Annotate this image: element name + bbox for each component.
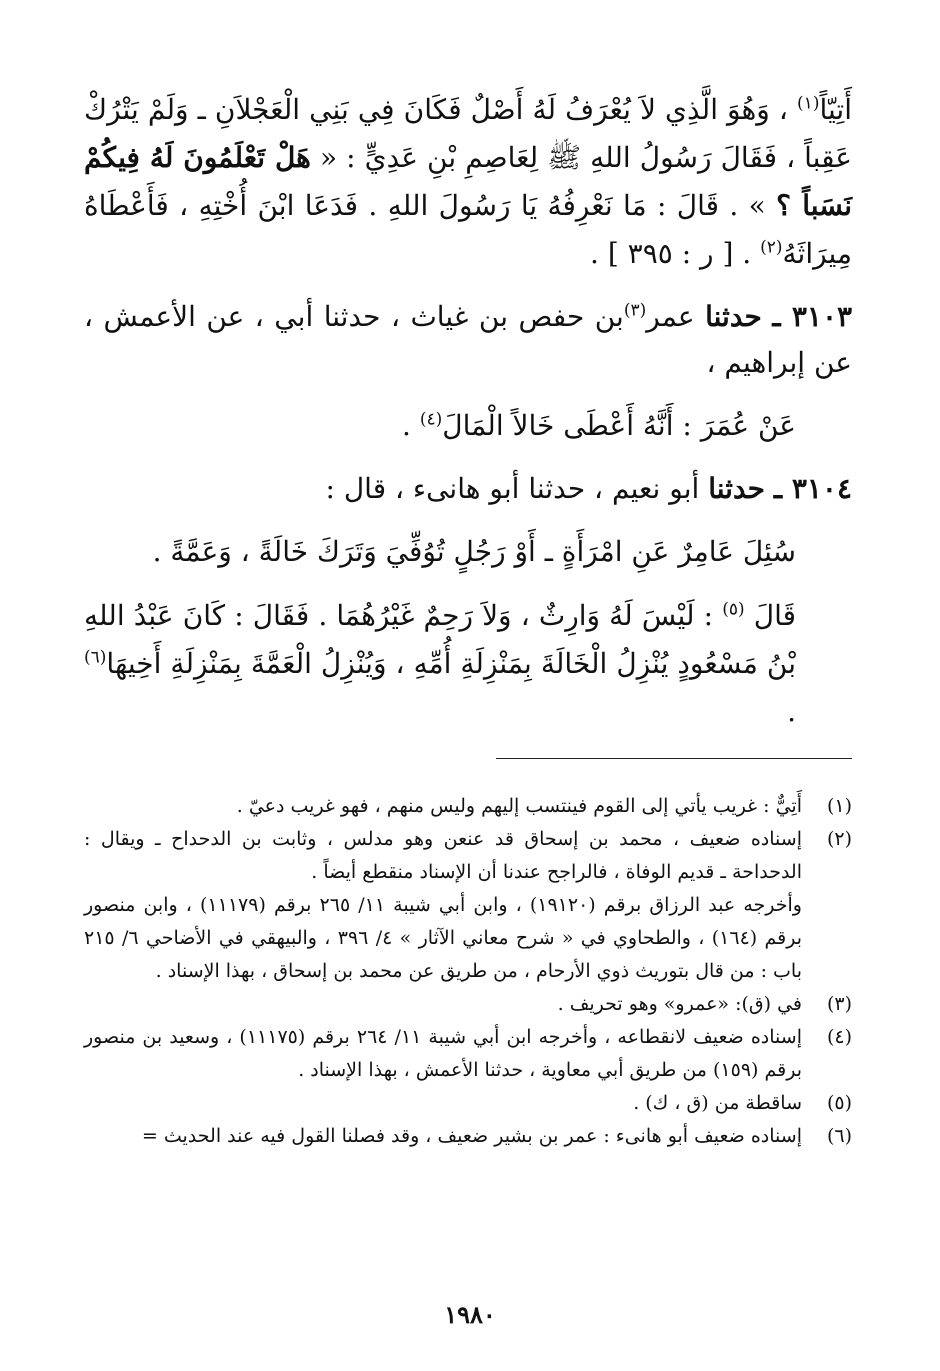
footnote-ref[interactable]: (١)	[797, 93, 820, 114]
footnote-ref[interactable]: (٤)	[419, 409, 443, 430]
footnote	[84, 1021, 852, 1087]
footnote	[84, 1087, 852, 1120]
footnote	[84, 790, 852, 823]
footnote	[84, 988, 852, 1021]
page-number: ١٩٨٠	[444, 1300, 496, 1329]
footnote-number: (٤)	[826, 1026, 852, 1048]
hadith-continuation	[84, 86, 852, 278]
footnote-body	[84, 1120, 802, 1153]
hadith-3104-matn-2	[84, 592, 852, 736]
text-segment: » . قَالَ : مَا نَعْرِفُهُ يَا رَسُولَ اللهِ . فَدَعَا ابْنَ أُخْتِهِ ، فَأَعْطَاهُ مِيرَاثَهُ	[84, 189, 852, 270]
footnote-ref[interactable]: (٦)	[84, 647, 107, 668]
text-segment: .	[787, 695, 796, 728]
footnote-number: (٦)	[826, 1125, 852, 1147]
matn-text: : لَيْسَ لَهُ وَارِثٌ ، وَلاَ رَحِمٌ غَيْرُهُمَا . فَقَالَ : كَانَ عَبْدُ اللهِ بْنُ مَسْعُودٍ يُنْزِلُ الْخَالَةَ بِمَنْزِلَةِ أُمِّهِ ، وَيُنْزِلُ الْعَمَّةَ بِمَنْزِلَةِ أَخِيهَا	[84, 599, 796, 680]
footnote-number: (٣)	[826, 993, 852, 1015]
footnote-divider	[496, 758, 852, 759]
footnote-number: (١)	[826, 795, 852, 817]
hadith-number: ٣١٠٣ ـ	[772, 300, 853, 333]
footnote-number: (٢)	[826, 828, 852, 850]
text-segment: .	[402, 409, 411, 442]
footnote-number: (٥)	[826, 1092, 852, 1114]
footnote-ref[interactable]: (٢)	[760, 237, 783, 258]
footnote-text: إسناده ضعيف أبو هانىء : عمر بن بشير ضعيف ، وقد فصلنا القول فيه عند الحديث =	[141, 1125, 802, 1147]
hadith-3104-matn-1	[84, 528, 852, 576]
hadith-3104-isnad	[84, 466, 852, 512]
hadith-3103-matn	[84, 402, 852, 450]
footnote-ref[interactable]: (٥)	[722, 599, 745, 620]
footnote-text: إسناده ضعيف لانقطاعه ، وأخرجه ابن أبي شيبة ١١/ ٢٦٤ برقم (١١١٧٥) ، وسعيد بن منصور برقم (١٥٩) من طريق أبي معاوية ، حدثنا الأعمش ، بهذا الإسناد .	[84, 1026, 802, 1081]
footnote-body	[84, 988, 802, 1021]
footnote	[84, 823, 852, 988]
text-segment: أَتِيّاً	[819, 93, 853, 126]
footnote-text: أَتِيٌّ : غريب يأتي إلى القوم فينتسب إليهم وليس منهم ، فهو غريب دعيّ .	[236, 795, 802, 817]
haddathana-word: حدثنا	[708, 472, 765, 505]
matn-text: عَنْ عُمَرَ : أَنَّهُ أَعْطَى خَالاً الْمَالَ	[442, 409, 796, 442]
footnote-text: وأخرجه عبد الرزاق برقم (١٩١٢٠) ، وابن أبي شيبة ١١/ ٢٦٥ برقم (١١١٧٩) ، وابن منصور برقم (١٦٤) ، والطحاوي في « شرح معاني الآثار » ٤/ ٣٩٦ ، والبيهقي في الأضاحي ٦/ ٢١٥ باب : من قال بتوريث ذوي الأرحام ، من طريق عن محمد بن إسحاق ، بهذا الإسناد .	[84, 894, 803, 982]
main-text	[84, 86, 852, 736]
footnote-text: إسناده ضعيف ، محمد بن إسحاق قد عنعن وهو مدلس ، وثابت بن الدحداح ـ ويقال : الدحداحة ـ قديم الوفاة ، فالراجح عندنا أن الإسناد منقطع أيضاً .	[84, 828, 802, 883]
footnote	[84, 1120, 852, 1153]
matn-text: قَالَ	[753, 599, 796, 632]
text-segment: عمر	[646, 300, 695, 333]
footnote-body	[84, 823, 802, 988]
footnote-text: في (ق): «عمرو» وهو تحريف .	[557, 993, 802, 1015]
prophet-quote: هَلْ تَعْلَمُونَ لَهُ فِيكُمْ نَسَباً ؟	[84, 141, 852, 222]
footnote-ref[interactable]: (٣)	[623, 300, 647, 321]
hadith-number: ٣١٠٤ ـ	[773, 472, 852, 505]
text-segment: أبو نعيم ، حدثنا أبو هانىء ، قال :	[325, 472, 700, 505]
footnote-body	[84, 1021, 802, 1087]
hadith-3103-isnad	[84, 294, 852, 386]
footnotes	[84, 790, 852, 1153]
matn-text: سُئِلَ عَامِرٌ عَنِ امْرَأَةٍ ـ أَوْ رَجُلٍ تُوُفِّيَ وَتَرَكَ خَالَةً ، وَعَمَّةً .	[152, 535, 796, 568]
text-segment: بن حفص بن غياث ، حدثنا أبي ، عن الأعمش ، عن إبراهيم ،	[84, 300, 852, 379]
footnote-body	[84, 790, 802, 823]
footnote-text: ساقطة من (ق ، ك) .	[633, 1092, 802, 1114]
footnote-body	[84, 1087, 802, 1120]
cross-reference: . [ ر : ٣٩٥ ] .	[590, 237, 752, 270]
text-segment: ، وَهُوَ الَّذِي لاَ يُعْرَفُ لَهُ أَصْلٌ فَكَانَ فِي بَنِي الْعَجْلاَنِ ـ وَلَمْ يَتْرُكْ عَقِباً ، فَقَالَ رَسُولُ اللهِ ﷺ لِعَاصِمِ بْنِ عَدِيٍّ : «	[84, 93, 853, 174]
haddathana-word: حدثنا	[705, 300, 762, 333]
